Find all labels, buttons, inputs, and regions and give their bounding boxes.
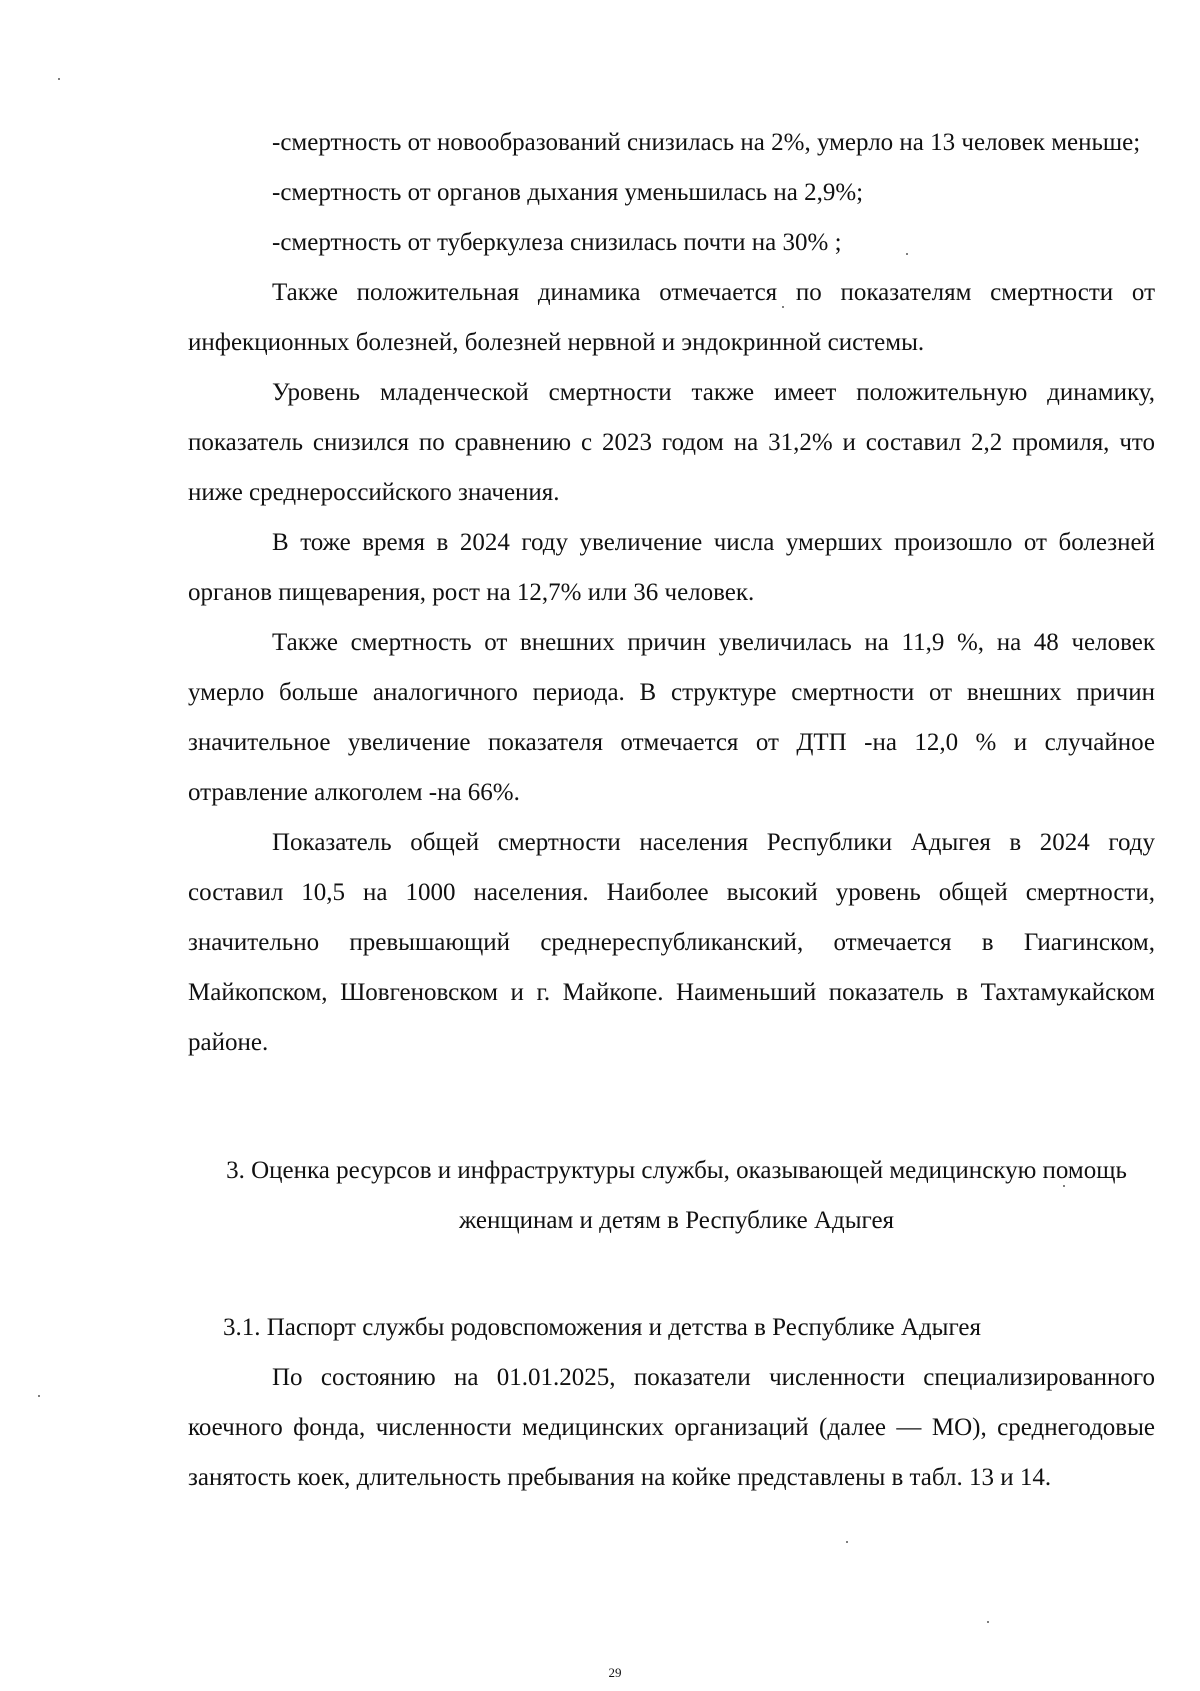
scan-speck — [38, 1395, 40, 1397]
paragraph-infant-mortality: Уровень младенческой смертности также имеет положительную динамику, показатель снизился по сравнению с 2023 годом на 31,2% и составил 2,2 промиля, что ниже среднероссийского значения. — [188, 379, 1155, 506]
scan-speck — [987, 1621, 989, 1623]
paragraph-bed-fund: По состоянию на 01.01.2025, показатели численности специализированного коечного фонда, численности медицинских организаций (далее — МО), среднегодовые занятость коек, длительность пребывания на койке представлены в табл. 13 и 14. — [188, 1364, 1155, 1491]
scan-speck — [782, 306, 784, 308]
paragraph-positive-dynamics: Также положительная динамика отмечается по показателям смертности от инфекционных болезней, болезней нервной и эндокринной системы. — [188, 279, 1155, 356]
paragraph-tuberculosis-mortality: -смертность от туберкулеза снизилась почти на 30% ; — [272, 229, 842, 256]
scan-speck — [846, 1541, 848, 1543]
paragraph-neoplasm-mortality: -смертность от новообразований снизилась на 2%, умерло на 13 человек меньше; — [272, 129, 1141, 156]
scan-speck — [906, 253, 908, 255]
body-text-part2 — [188, 1303, 1155, 1503]
paragraph-respiratory-mortality: -смертность от органов дыхания уменьшилась на 2,9%; — [272, 179, 864, 206]
section-heading: 3. Оценка ресурсов и инфраструктуры службы, оказывающей медицинскую помощь женщинам и детям в Республике Адыгея — [226, 1157, 1127, 1234]
section-heading-block — [188, 1146, 1155, 1246]
scan-speck — [1063, 1185, 1065, 1187]
page-number: 29 — [608, 1665, 622, 1680]
scan-speck — [58, 78, 60, 80]
body-text-part1 — [188, 118, 1155, 1068]
paragraph-digestive-increase: В тоже время в 2024 году увеличение числа умерших произошло от болезней органов пищеварения, рост на 12,7% или 36 человек. — [188, 529, 1155, 606]
paragraph-external-causes: Также смертность от внешних причин увеличилась на 11,9 %, на 48 человек умерло больше аналогичного периода. В структуре смертности от внешних причин значительное увеличение показателя отмечается от ДТП -на 12,0 % и случайное отравление алкоголем -на 66%. — [188, 629, 1155, 806]
paragraph-general-mortality: Показатель общей смертности населения Республики Адыгея в 2024 году составил 10,5 на 1000 населения. Наиболее высокий уровень общей смертности, значительно превышающий среднереспубликанский, отмечается в Гиагинском, Майкопском, Шовгеновском и г. Майкопе. Наименьший показатель в Тахтамукайском районе. — [188, 829, 1155, 1056]
subsection-heading: 3.1. Паспорт службы родовспоможения и детства в Республике Адыгея — [223, 1314, 981, 1341]
